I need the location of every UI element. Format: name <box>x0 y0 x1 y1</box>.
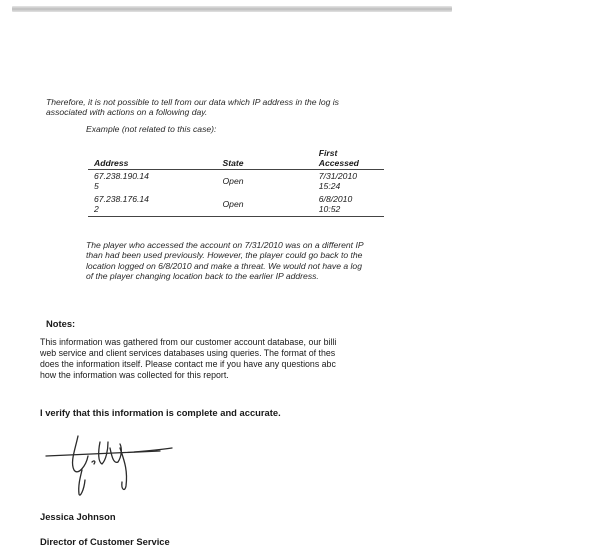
notes-line: does the information itself. Please contact me if you have any questions abc <box>40 359 336 369</box>
handwritten-signature <box>42 426 182 498</box>
signer-title: Director of Customer Service <box>40 536 170 547</box>
intro-line: associated with actions on a following day. <box>46 107 208 118</box>
followup-line: The player who accessed the account on 7/31/2010 was on a different IP <box>86 240 364 250</box>
address-part: 2 <box>94 204 99 214</box>
verification-statement: I verify that this information is complete and accurate. <box>40 407 281 418</box>
address-part: 5 <box>94 181 99 191</box>
notes-heading: Notes: <box>46 318 76 329</box>
followup-line: of the player changing location back to the earlier IP address. <box>86 271 319 282</box>
cell-first-accessed <box>313 193 384 217</box>
cell-address <box>88 193 216 217</box>
example-label: Example (not related to this case): <box>86 124 217 134</box>
intro-paragraph <box>46 97 446 118</box>
column-header-state: State <box>216 148 312 170</box>
notes-paragraph <box>40 337 453 381</box>
column-header-address: Address <box>88 148 216 170</box>
first-accessed-time: 10:52 <box>318 204 341 214</box>
table-header-row <box>88 148 384 170</box>
table-row <box>88 170 384 194</box>
notes-line: This information was gathered from our customer account database, our billi <box>40 337 337 347</box>
cell-first-accessed <box>313 170 384 194</box>
cell-address <box>88 170 216 194</box>
header-accessed-line: Accessed <box>318 158 359 168</box>
page-top-rule <box>12 6 452 12</box>
cell-state: Open <box>216 193 312 217</box>
first-accessed-date: 7/31/2010 <box>318 171 358 181</box>
signer-name: Jessica Johnson <box>40 511 116 522</box>
header-first-line: First <box>318 148 338 158</box>
first-accessed-time: 15:24 <box>318 181 341 191</box>
cell-state: Open <box>222 176 244 186</box>
followup-paragraph <box>86 240 456 282</box>
first-accessed-date: 6/8/2010 <box>318 194 353 204</box>
intro-line: Therefore, it is not possible to tell from our data which IP address in the log is <box>46 97 339 107</box>
followup-line: location logged on 6/8/2010 and make a threat. We would not have a log <box>86 260 362 271</box>
notes-line: web service and client services databases using queries. The format of thes <box>40 348 336 358</box>
followup-line: than had been used previously. However, the player could go back to the <box>86 250 363 261</box>
column-header-first-accessed <box>313 148 384 170</box>
address-part: 67.238.176.14 <box>94 194 149 204</box>
table-row <box>88 193 384 217</box>
notes-line: how the information was collected for this report. <box>40 370 229 380</box>
ip-address-table <box>88 148 384 217</box>
address-part: 67.238.190.14 <box>94 171 149 181</box>
